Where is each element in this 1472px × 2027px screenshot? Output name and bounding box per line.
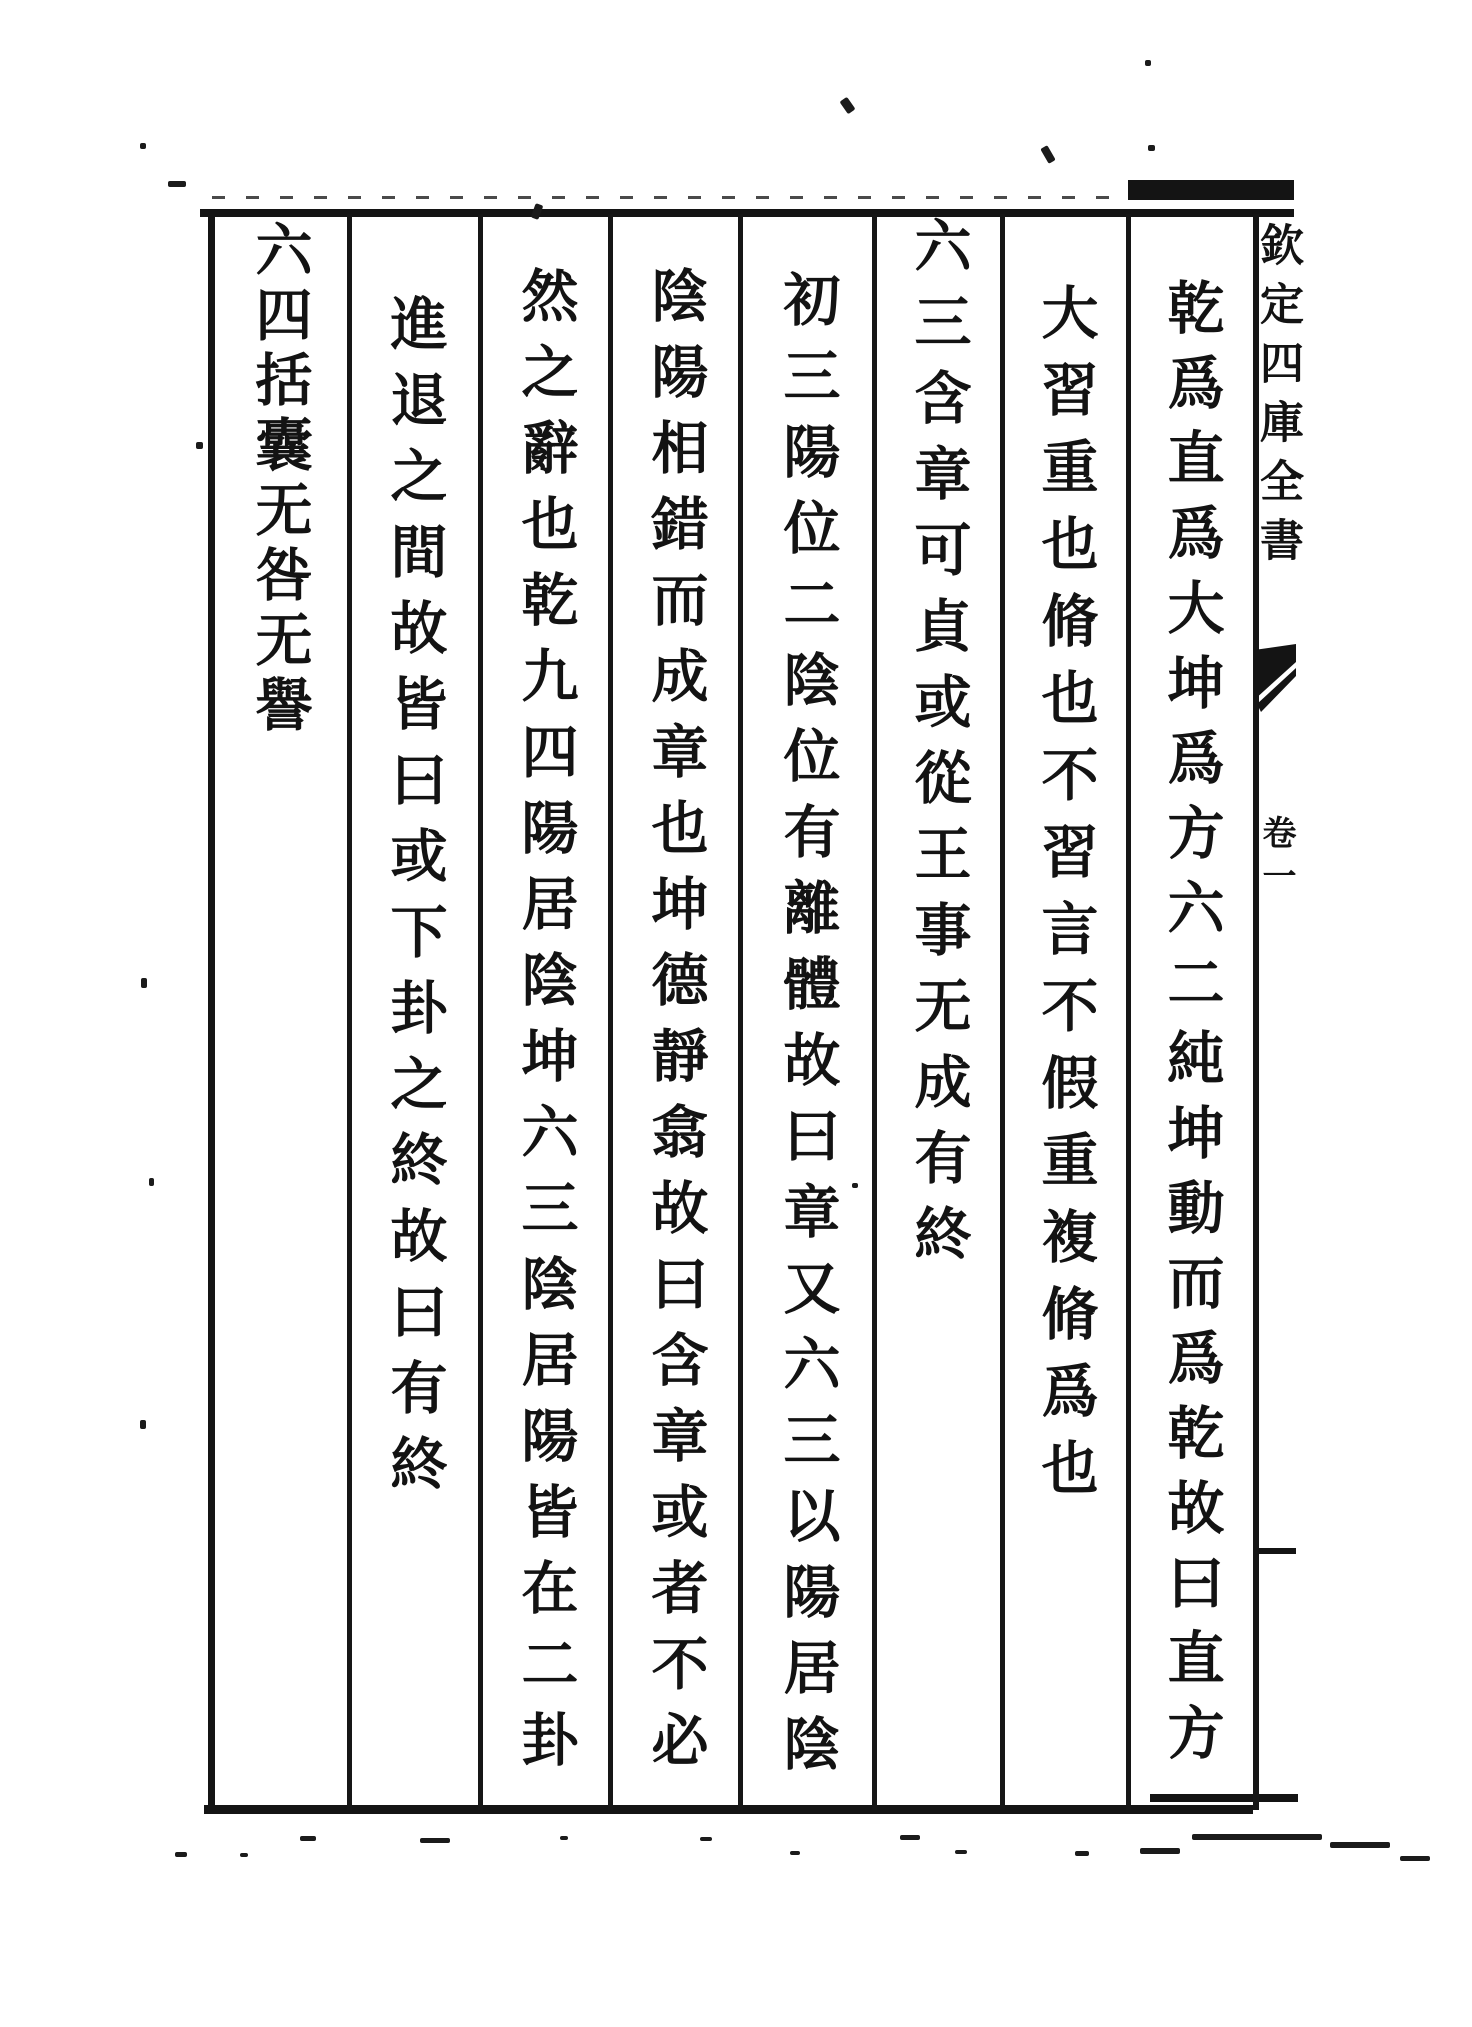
- column-divider: [872, 214, 877, 1810]
- column-divider: [478, 214, 483, 1810]
- scan-dash: [1330, 1842, 1390, 1848]
- scan-dash: [240, 1853, 248, 1857]
- column-divider: [738, 214, 743, 1810]
- scan-dash: [1192, 1834, 1322, 1840]
- text-column-4: 初三陽位二陰位有離體故曰章又六三以陽居陰: [775, 270, 838, 1790]
- column-divider: [1126, 214, 1131, 1810]
- text-column-8: 六四括囊无咎无譽: [247, 220, 310, 740]
- text-column-6: 然之辭也乾九四陽居陰坤六三陰居陽皆在二卦: [513, 266, 576, 1786]
- ink-speck: [840, 97, 856, 114]
- volume-marker: 卷一: [1257, 815, 1294, 901]
- scan-dash: [175, 1852, 187, 1857]
- ink-speck: [149, 1178, 154, 1186]
- text-column-3: 六三含章可貞或從王事无成有終: [906, 216, 969, 1280]
- margin-tick-mark: [1258, 1548, 1296, 1554]
- scan-dash: [955, 1850, 967, 1854]
- text-column-2: 大習重也脩也不習言不假重複脩爲也: [1033, 283, 1096, 1515]
- ink-speck: [140, 143, 146, 149]
- scan-dash: [1400, 1856, 1430, 1861]
- ink-speck: [1040, 145, 1055, 164]
- top-right-ink-band: [1128, 180, 1294, 200]
- top-dotted-rule: [212, 196, 1130, 199]
- frame-bottom-border-right-segment: [1150, 1794, 1298, 1802]
- scan-dash: [1075, 1851, 1089, 1856]
- ink-speck: [168, 181, 186, 187]
- fishtail-icon: [1252, 642, 1300, 722]
- text-column-5: 陰陽相錯而成章也坤德靜翕故曰含章或者不必: [643, 266, 706, 1786]
- frame-left-border: [208, 209, 215, 1814]
- scan-dash: [1140, 1848, 1180, 1854]
- scan-dash: [300, 1836, 316, 1841]
- scan-dash: [420, 1838, 450, 1843]
- ink-speck: [1145, 60, 1151, 66]
- ink-speck: [1148, 145, 1155, 151]
- frame-bottom-border: [204, 1805, 1253, 1814]
- scan-dash: [900, 1835, 920, 1840]
- margin-book-title: 欽定四庫全書: [1253, 222, 1302, 576]
- scan-dash: [700, 1837, 712, 1841]
- text-column-7: 進退之間故皆曰或下卦之終故曰有終: [382, 294, 445, 1510]
- ink-speck: [140, 1420, 146, 1429]
- column-divider: [1000, 214, 1005, 1810]
- column-divider: [608, 214, 613, 1810]
- ink-speck: [196, 442, 203, 449]
- column-divider: [347, 214, 352, 1810]
- ink-speck: [852, 1183, 858, 1188]
- text-column-1: 乾爲直爲大坤爲方六二純坤動而爲乾故曰直方: [1159, 278, 1222, 1778]
- scan-dash: [790, 1851, 800, 1855]
- ink-speck: [141, 978, 147, 988]
- scan-dash: [560, 1836, 568, 1840]
